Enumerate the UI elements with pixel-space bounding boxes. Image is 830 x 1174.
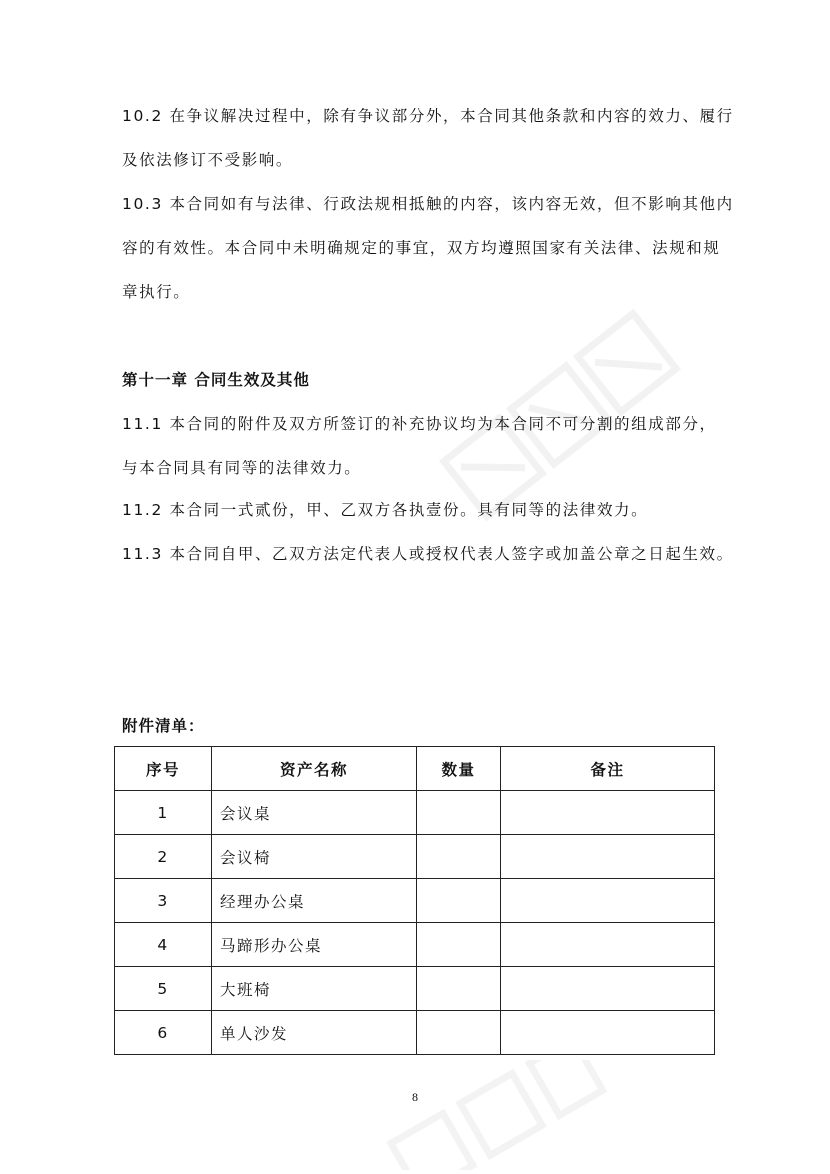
row-index: 5 <box>115 967 212 1011</box>
row-quantity <box>417 879 501 923</box>
row-note <box>501 967 715 1011</box>
row-note <box>501 923 715 967</box>
chapter-11-heading: 第十一章 合同生效及其他 <box>122 371 310 389</box>
table-row <box>115 835 715 879</box>
header-quantity: 数量 <box>417 747 501 791</box>
row-asset-name: 会议椅 <box>212 835 417 879</box>
row-index: 3 <box>115 879 212 923</box>
table-row <box>115 791 715 835</box>
row-index: 1 <box>115 791 212 835</box>
row-note <box>501 791 715 835</box>
row-quantity <box>417 835 501 879</box>
attachment-title: 附件清单： <box>122 717 205 735</box>
table-header-row <box>115 747 715 791</box>
row-asset-name: 经理办公桌 <box>212 879 417 923</box>
row-quantity <box>417 1011 501 1055</box>
row-index: 6 <box>115 1011 212 1055</box>
clause-11-1-line-1: 11.1 本合同的附件及双方所签订的补充协议均为本合同不可分割的组成部分， <box>122 415 717 433</box>
row-note <box>501 879 715 923</box>
attachment-table <box>114 746 715 1055</box>
watermark <box>360 1060 620 1170</box>
row-asset-name: 大班椅 <box>212 967 417 1011</box>
row-asset-name: 马蹄形办公桌 <box>212 923 417 967</box>
row-quantity <box>417 923 501 967</box>
clause-10-3-line-1: 10.3 本合同如有与法律、行政法规相抵触的内容，该内容无效，但不影响其他内 <box>122 195 734 213</box>
clause-11-2: 11.2 本合同一式贰份，甲、乙双方各执壹份。具有同等的法律效力。 <box>122 501 649 519</box>
clause-10-3-line-2: 容的有效性。本合同中未明确规定的事宜，双方均遵照国家有关法律、法规和规 <box>122 239 721 257</box>
clause-10-2-line-1: 10.2 在争议解决过程中，除有争议部分外，本合同其他条款和内容的效力、履行 <box>122 107 734 125</box>
header-note: 备注 <box>501 747 715 791</box>
row-index: 4 <box>115 923 212 967</box>
row-quantity <box>417 791 501 835</box>
clause-10-2-line-2: 及依法修订不受影响。 <box>122 151 294 169</box>
clause-10-3-line-3: 章执行。 <box>122 283 191 301</box>
row-asset-name: 会议桌 <box>212 791 417 835</box>
row-index: 2 <box>115 835 212 879</box>
clause-11-1-line-2: 与本合同具有同等的法律效力。 <box>122 459 362 477</box>
row-asset-name: 单人沙发 <box>212 1011 417 1055</box>
row-note <box>501 1011 715 1055</box>
table-row <box>115 1011 715 1055</box>
table-row <box>115 923 715 967</box>
table-row <box>115 879 715 923</box>
table-row <box>115 967 715 1011</box>
header-index: 序号 <box>115 747 212 791</box>
page-number: 8 <box>412 1090 418 1104</box>
row-note <box>501 835 715 879</box>
header-asset-name: 资产名称 <box>212 747 417 791</box>
row-quantity <box>417 967 501 1011</box>
clause-11-3: 11.3 本合同自甲、乙双方法定代表人或授权代表人签字或加盖公章之日起生效。 <box>122 545 734 563</box>
